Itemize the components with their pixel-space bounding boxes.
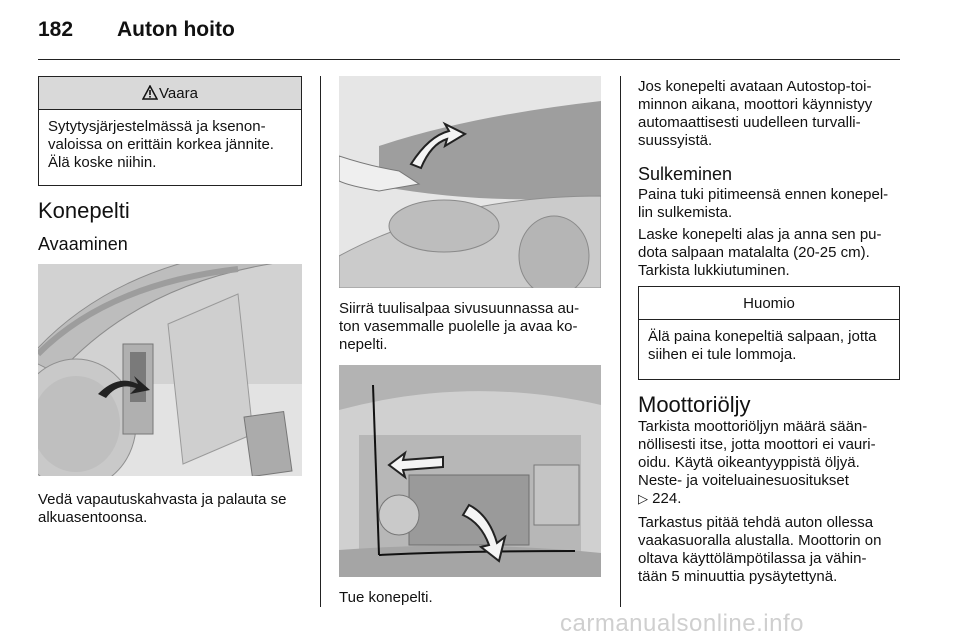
text-line: Tarkista lukkiutuminen. — [638, 262, 790, 279]
page-number: 182 — [38, 18, 74, 41]
warning-line: valoissa on erittäin korkea jännite. — [48, 136, 274, 153]
notice-line: Älä paina konepeltiä salpaan, jotta — [648, 328, 877, 345]
warning-box-header — [39, 77, 301, 110]
watermark: carmanualsonline.info — [560, 610, 804, 637]
chapter-title: Auton hoito — [117, 18, 235, 41]
closing-paragraph-1 — [638, 186, 908, 222]
autostop-note — [638, 78, 906, 150]
subsection-title-opening: Avaaminen — [38, 234, 128, 254]
warning-box-body — [39, 110, 301, 180]
warning-triangle-icon — [142, 85, 158, 100]
notice-box-title: Huomio — [639, 287, 899, 320]
subsection-title-closing: Sulkeminen — [638, 164, 733, 184]
text-line: minnon aikana, moottori käynnistyy — [638, 96, 873, 113]
page-reference[interactable] — [638, 490, 908, 508]
text-line: oltava käyttölämpötilassa ja vähin- — [638, 550, 867, 567]
column-divider-left — [320, 76, 321, 607]
oil-paragraph-2 — [638, 514, 908, 586]
page-reference-number: 224. — [652, 490, 682, 507]
text-line: tään 5 minuuttia pysäytettynä. — [638, 568, 838, 585]
text-line: Tarkastus pitää tehdä auton ollessa — [638, 514, 874, 531]
oil-paragraph-1 — [638, 418, 908, 508]
text-line: Tarkista moottoriöljyn määrä sään- — [638, 418, 868, 435]
text-line: vaakasuoralla alustalla. Moottorin on — [638, 532, 882, 549]
notice-box-body — [639, 320, 899, 372]
text-line: dota salpaan matalalta (20-25 cm). — [638, 244, 870, 261]
text-line: automaattisesti uudelleen turvalli- — [638, 114, 861, 131]
notice-box — [638, 286, 900, 380]
caption-release-handle — [38, 491, 308, 527]
text-line: Neste- ja voiteluainesuositukset — [638, 472, 849, 489]
caption-hood-support: Tue konepelti. — [339, 589, 433, 606]
caption-hood-latch — [339, 300, 609, 354]
warning-line: Sytytysjärjestelmässä ja ksenon- — [48, 118, 266, 135]
closing-paragraph-2 — [638, 226, 908, 280]
header-rule — [38, 59, 900, 60]
text-line: suussyistä. — [638, 132, 713, 149]
notice-line: siihen ei tule lommoja. — [648, 346, 797, 363]
caption-line: ton vasemmalle puolelle ja avaa ko- — [339, 318, 578, 335]
figure-hood-latch — [339, 76, 601, 288]
warning-box — [38, 76, 302, 186]
text-line: oidu. Käytä oikeantyyppistä öljyä. — [638, 454, 860, 471]
section-title-hood: Konepelti — [38, 198, 130, 223]
text-line: nöllisesti itse, jotta moottori ei vauri- — [638, 436, 876, 453]
text-line: Laske konepelti alas ja anna sen pu- — [638, 226, 882, 243]
text-line: Jos konepelti avataan Autostop-toi- — [638, 78, 872, 95]
figure-hood-support — [339, 365, 601, 577]
text-line: Paina tuki pitimeensä ennen konepel- — [638, 186, 889, 203]
warning-line: Älä koske niihin. — [48, 154, 157, 171]
warning-box-title: Vaara — [159, 85, 198, 102]
section-title-engine-oil: Moottoriöljy — [638, 392, 751, 417]
caption-line: nepelti. — [339, 336, 388, 353]
caption-line: Siirrä tuulisalpaa sivusuunnassa au- — [339, 300, 580, 317]
page-reference-arrow-icon: ▷ — [638, 491, 648, 506]
caption-line: Vedä vapautuskahvasta ja palauta se — [38, 491, 287, 508]
column-divider-right — [620, 76, 621, 607]
text-line: lin sulkemista. — [638, 204, 733, 221]
caption-line: alkuasentoonsa. — [38, 509, 148, 526]
figure-release-handle — [38, 264, 302, 476]
